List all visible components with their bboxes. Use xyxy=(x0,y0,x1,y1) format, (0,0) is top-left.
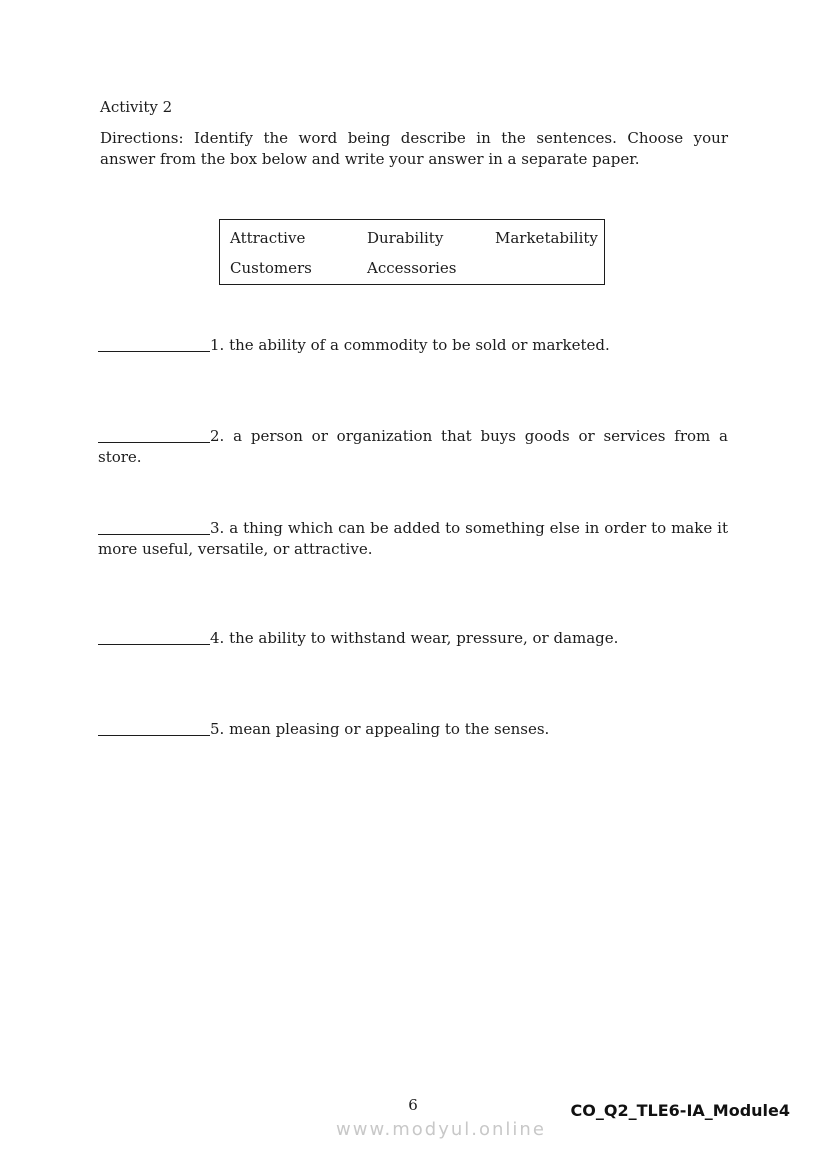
word-bank-row xyxy=(230,253,604,283)
question-item xyxy=(98,518,728,560)
question-number: 4. xyxy=(210,629,225,647)
question-item xyxy=(98,628,728,649)
word-bank-item xyxy=(495,253,604,283)
word-bank-item: Customers xyxy=(230,259,312,277)
question-number: 3. xyxy=(210,519,225,537)
activity-title: Activity 2 xyxy=(100,98,173,116)
question-text: the ability of a commodity to be sold or marketed. xyxy=(229,336,610,354)
answer-blank xyxy=(98,429,210,443)
word-bank-item: Accessories xyxy=(367,259,457,277)
word-bank-box xyxy=(219,219,605,285)
question-item xyxy=(98,426,728,468)
question-text: the ability to withstand wear, pressure, or damage. xyxy=(229,629,619,647)
answer-blank xyxy=(98,631,210,645)
question-item xyxy=(98,335,728,356)
question-item xyxy=(98,719,728,740)
page-number: 6 xyxy=(408,1096,418,1114)
question-text: a person or organization that buys goods or services from a store. xyxy=(98,427,728,466)
watermark-text: www.modyul.online xyxy=(336,1119,546,1140)
module-code: CO_Q2_TLE6-IA_Module4 xyxy=(570,1101,790,1120)
question-number: 1. xyxy=(210,336,225,354)
question-text: a thing which can be added to something else in order to make it more useful, versatile, or attractive. xyxy=(98,519,728,558)
question-text: mean pleasing or appealing to the senses. xyxy=(229,720,550,738)
word-bank-item: Attractive xyxy=(230,229,306,247)
word-bank-item: Durability xyxy=(367,229,444,247)
word-bank-row xyxy=(230,223,604,253)
word-bank-item: Marketability xyxy=(495,229,598,247)
answer-blank xyxy=(98,521,210,535)
answer-blank xyxy=(98,338,210,352)
directions-text: Directions: Identify the word being describe in the sentences. Choose your answer from the box below and write your answer in a separate paper. xyxy=(100,129,728,168)
question-number: 5. xyxy=(210,720,225,738)
answer-blank xyxy=(98,722,210,736)
question-number: 2. xyxy=(210,427,225,445)
